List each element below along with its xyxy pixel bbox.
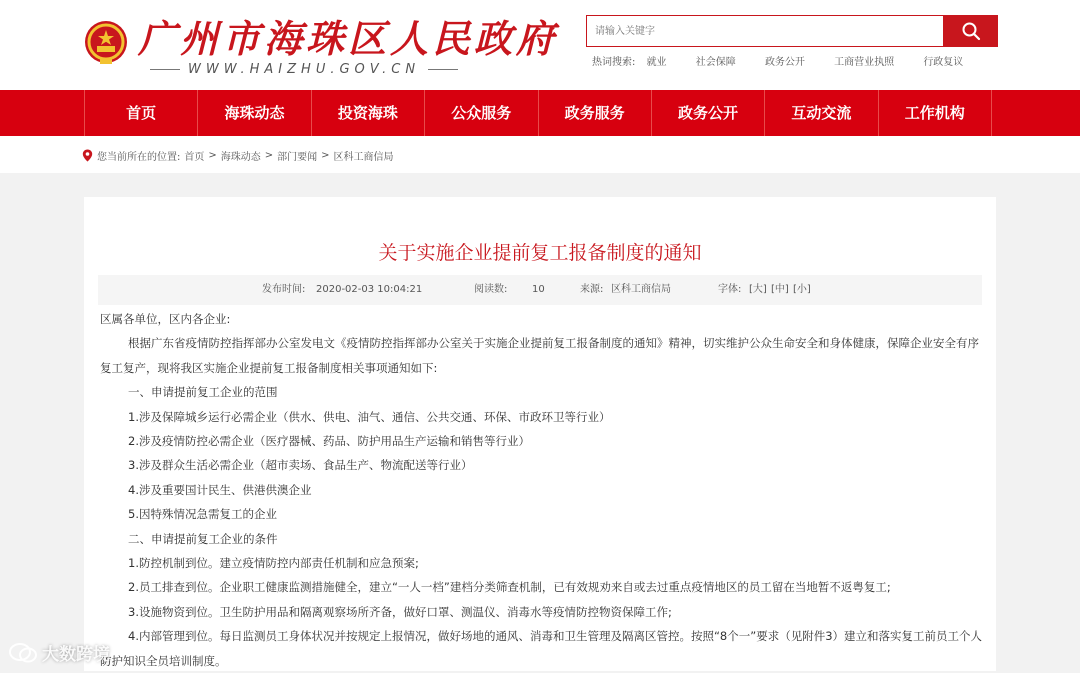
list-item: 2.涉及疫情防控必需企业（医疗器械、药品、防护用品生产运输和销售等行业） xyxy=(128,433,530,448)
nav-item-news[interactable]: 海珠动态 xyxy=(198,90,311,136)
views-label: 阅读数: xyxy=(474,284,508,295)
list-item: 2.员工排查到位。企业职工健康监测措施健全，建立“一人一档”建档分类筛查机制，已有效规劝来自或去过重点疫情地区的员工留在当地暂不返粤复工; xyxy=(128,580,891,595)
font-size-large[interactable]: [大] xyxy=(749,284,767,295)
hot-words-label: 热词搜索: xyxy=(592,57,636,68)
search-input[interactable] xyxy=(586,15,944,47)
list-item: 3.涉及群众生活必需企业（超市卖场、食品生产、物流配送等行业） xyxy=(128,458,473,473)
nav-item-invest[interactable]: 投资海珠 xyxy=(312,90,425,136)
hot-word-link[interactable]: 政务公开 xyxy=(764,57,805,68)
section-heading: 二、申请提前复工企业的条件 xyxy=(128,531,278,546)
nav-item-gov-service[interactable]: 政务服务 xyxy=(539,90,652,136)
watermark-text: 大数跨境 xyxy=(42,645,110,665)
breadcrumb-separator: > xyxy=(208,150,217,161)
breadcrumb-prefix: 您当前所在的位置: xyxy=(97,152,181,163)
salutation: 区属各单位，区内各企业: xyxy=(100,312,231,326)
list-item: 4.内部管理到位。每日监测员工身体状况并按规定上报情况，做好场地的通风、消毒和卫生管理及隔离区管控。按照“8个一”要求（见附件3）建立和落实复工前员工个人防护知识全员培训制度。 xyxy=(100,629,983,668)
hot-word-link[interactable]: 社会保障 xyxy=(695,57,736,68)
hot-word-link[interactable]: 工商营业执照 xyxy=(834,57,895,68)
breadcrumb-separator: > xyxy=(321,150,330,161)
site-url xyxy=(142,62,466,77)
hot-word-link[interactable]: 行政复议 xyxy=(923,57,964,68)
publish-time-label: 发布时间: xyxy=(262,284,306,295)
watermark xyxy=(8,640,110,665)
search-icon xyxy=(961,21,981,41)
source-value: 区科工商信局 xyxy=(611,284,671,295)
hot-word-link[interactable]: 就业 xyxy=(646,57,667,68)
site-title: 广州市海珠区人民政府 xyxy=(138,16,559,61)
article-panel xyxy=(84,197,996,671)
main-nav xyxy=(0,90,1080,136)
source-label: 来源: xyxy=(580,284,604,295)
site-url-text: WWW.HAIZHU.GOV.CN xyxy=(188,62,421,77)
search-button[interactable] xyxy=(944,15,998,47)
nav-item-home[interactable]: 首页 xyxy=(84,90,198,136)
breadcrumb-link-dept-news[interactable]: 部门要闻 xyxy=(277,152,318,163)
nav-item-public-service[interactable]: 公众服务 xyxy=(425,90,538,136)
breadcrumb-bar xyxy=(0,136,1080,173)
national-emblem-icon xyxy=(82,18,130,68)
font-size-medium[interactable]: [中] xyxy=(771,284,789,295)
font-size-label: 字体: xyxy=(718,284,742,295)
list-item: 5.因特殊情况急需复工的企业 xyxy=(128,507,277,522)
nav-item-interaction[interactable]: 互动交流 xyxy=(765,90,878,136)
list-item: 3.设施物资到位。卫生防护用品和隔离观察场所齐备，做好口罩、测温仪、消毒水等疫情防控物资保障工作; xyxy=(128,604,672,619)
breadcrumb-link-news[interactable]: 海珠动态 xyxy=(220,152,261,163)
article-meta xyxy=(98,275,982,305)
list-item: 1.涉及保障城乡运行必需企业（供水、供电、油气、通信、公共交通、环保、市政环卫等行业） xyxy=(128,409,611,424)
list-item: 4.涉及重要国计民生、供港供澳企业 xyxy=(128,482,312,497)
article-body xyxy=(100,307,984,673)
section-heading: 一、申请提前复工企业的范围 xyxy=(128,385,278,400)
views-count: 10 xyxy=(532,284,545,295)
location-pin-icon xyxy=(82,149,93,162)
breadcrumb-link-home[interactable]: 首页 xyxy=(184,152,205,163)
font-size-small[interactable]: [小] xyxy=(793,284,811,295)
nav-item-gov-open[interactable]: 政务公开 xyxy=(652,90,765,136)
breadcrumb-link-bureau[interactable]: 区科工商信局 xyxy=(333,152,394,163)
list-item: 1.防控机制到位。建立疫情防控内部责任机制和应急预案; xyxy=(128,555,419,570)
chat-bubble-icon xyxy=(8,641,38,665)
publish-time: 2020-02-03 10:04:21 xyxy=(316,284,423,295)
breadcrumb-separator: > xyxy=(264,150,274,161)
hot-words xyxy=(592,53,989,68)
site-header xyxy=(0,0,1080,90)
nav-item-agencies[interactable]: 工作机构 xyxy=(879,90,992,136)
breadcrumb xyxy=(82,148,394,163)
article-title: 关于实施企业提前复工报备制度的通知 xyxy=(378,241,702,264)
intro-paragraph: 根据广东省疫情防控指挥部办公室发电文《疫情防控指挥部办公室关于实施企业提前复工报备制度的通知》精神，切实维护公众生命安全和身体健康，保障企业安全有序复工复产，现将我区实施企业提前复工报备制度相关事项通知如下: xyxy=(100,336,979,375)
